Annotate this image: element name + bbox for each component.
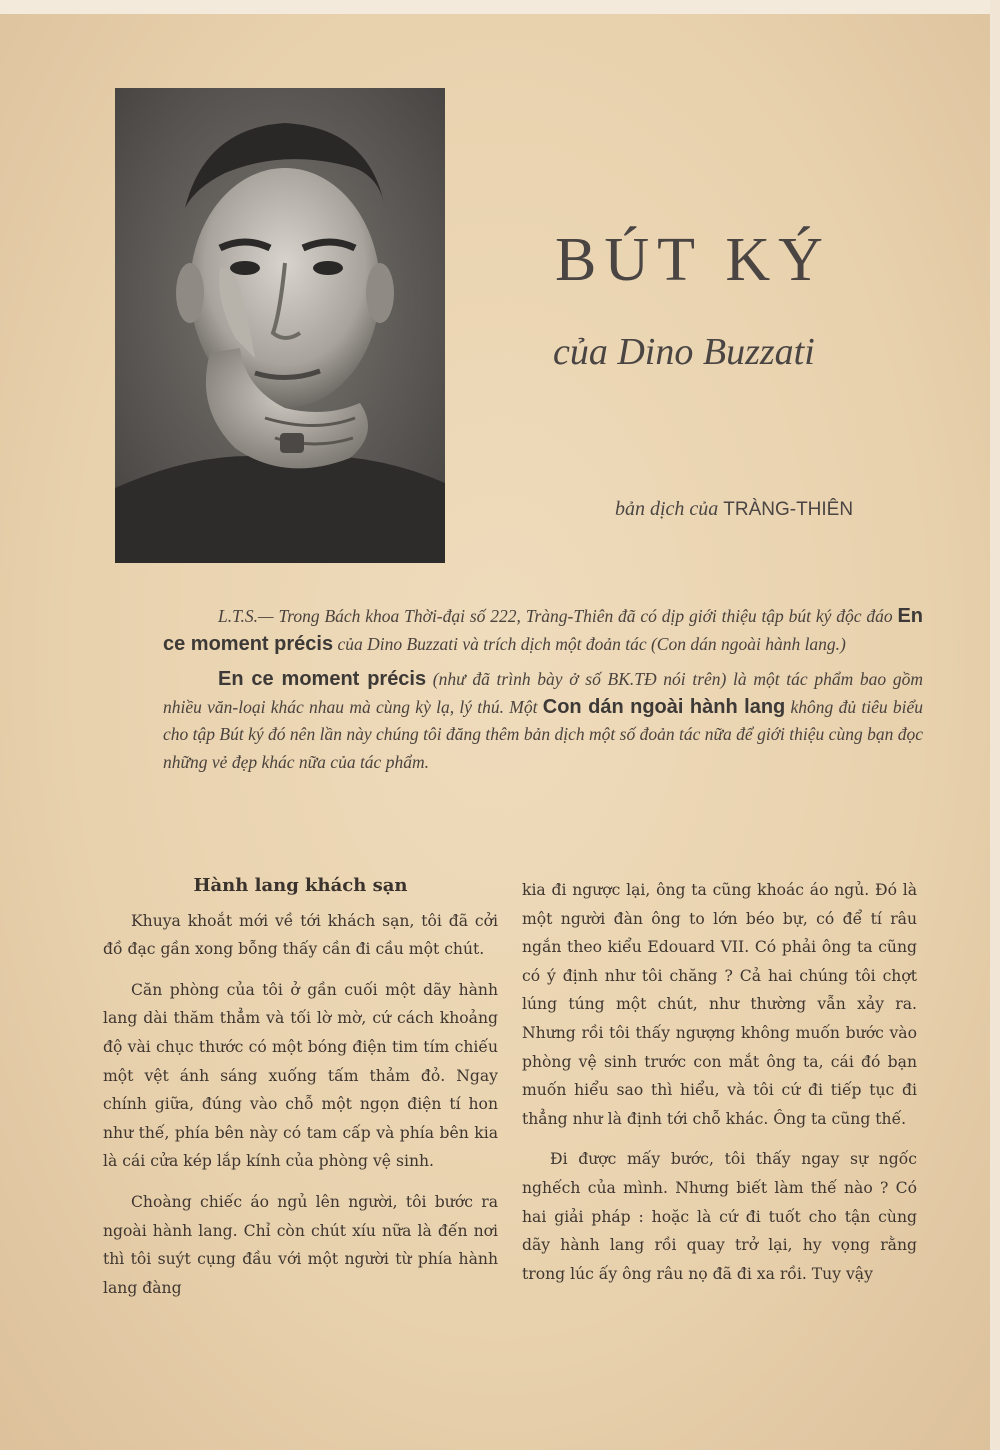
editor-note-text: không đủ tiêu biểu cho tập Bút ký đó nên lần này chúng tôi đăng thêm bản dịch một số đoản tác nữa để giới thiệu cùng bạn đọc những vẻ đẹp khác nữa của tác phẩm. bbox=[163, 696, 923, 772]
article-column-left bbox=[103, 872, 498, 1314]
article-column-right bbox=[522, 876, 917, 1300]
body-paragraph: Đi được mấy bước, tôi thấy ngay sự ngốc nghếch của mình. Nhưng biết làm thế nào ? Có hai giải pháp : hoặc là cứ đi tuốt cho tận cùng dãy hành lang rồi quay trở lại, hy vọng rằng trong lúc ấy ông râu nọ đã đi xa rồi. Tuy vậy bbox=[522, 1150, 917, 1283]
author-byline: của Dino Buzzati bbox=[553, 331, 815, 373]
translator-prefix: bản dịch của bbox=[615, 498, 719, 520]
editor-note-text: của Dino Buzzati và trích dịch một đoản tác (Con dán ngoài hành lang.) bbox=[333, 633, 846, 654]
paper-edge-right bbox=[990, 0, 1000, 1450]
translator-credit bbox=[615, 498, 945, 521]
editor-note-paragraph-2 bbox=[163, 666, 923, 776]
editor-note bbox=[163, 603, 923, 776]
body-paragraph: Choàng chiếc áo ngủ lên người, tôi bước ra ngoài hành lang. Chỉ còn chút xíu nữa là đến nơi thì tôi suýt cụng đầu với một người từ phía hành lang đàng bbox=[103, 1192, 498, 1297]
section-heading: Hành lang khách sạn bbox=[193, 875, 408, 896]
book-title-emphasis: En ce moment précis bbox=[163, 605, 923, 655]
book-title-emphasis: En ce moment précis bbox=[218, 668, 427, 690]
author-portrait bbox=[115, 88, 445, 563]
body-paragraph: Khuya khoắt mới về tới khách sạn, tôi đã cởi đồ đạc gần xong bỗng thấy cần đi cầu một chút. bbox=[103, 911, 498, 959]
body-paragraph: kia đi ngược lại, ông ta cũng khoác áo ngủ. Đó là một người đàn ông to lớn béo bự, có để tí râu ngắn theo kiểu Edouard VII. Có phải ông ta cũng có ý định như tôi chăng ? Cả hai chúng tôi chợt lúng túng một chút, như thường vẫn xảy ra. Nhưng rồi tôi thấy ngượng không muốn bước vào phòng vệ sinh trước con mắt ông ta, cái đó bạn muốn hiểu sao thì hiểu, và tôi cứ đi tiếp tục đi thẳng như là định tới chỗ khác. Ông ta cũng thế. bbox=[522, 881, 917, 1128]
editor-note-paragraph-1 bbox=[163, 603, 923, 658]
paper-edge-top bbox=[0, 0, 1000, 14]
translator-name: TRÀNG-THIÊN bbox=[723, 499, 854, 520]
editor-note-text: L.T.S.— Trong Bách khoa Thời-đại số 222, Tràng-Thiên đã có dịp giới thiệu tập bút ký độc đáo bbox=[218, 606, 898, 626]
editor-note-text: (như đã trình bày ở số BK.TĐ nói trên) là một tác phẩm bao gồm nhiều văn-loại khác nhau mà cùng kỳ lạ, lý thú. Một bbox=[163, 669, 923, 717]
body-paragraph: Căn phòng của tôi ở gần cuối một dãy hành lang dài thăm thẳm và tối lờ mờ, cứ cách khoảng độ vài chục thước có một bóng điện tim tím chiếu một vệt ánh sáng xuống tấm thảm đỏ. Ngay chính giữa, đúng vào chỗ một ngọn điện tí hon như thế, phía bên này có tam cấp và phía bên kia là cái cửa kép lắp kính của phòng vệ sinh. bbox=[103, 980, 498, 1171]
article-title: BÚT KÝ bbox=[555, 226, 831, 294]
story-title-emphasis: Con dán ngoài hành lang bbox=[542, 695, 786, 718]
